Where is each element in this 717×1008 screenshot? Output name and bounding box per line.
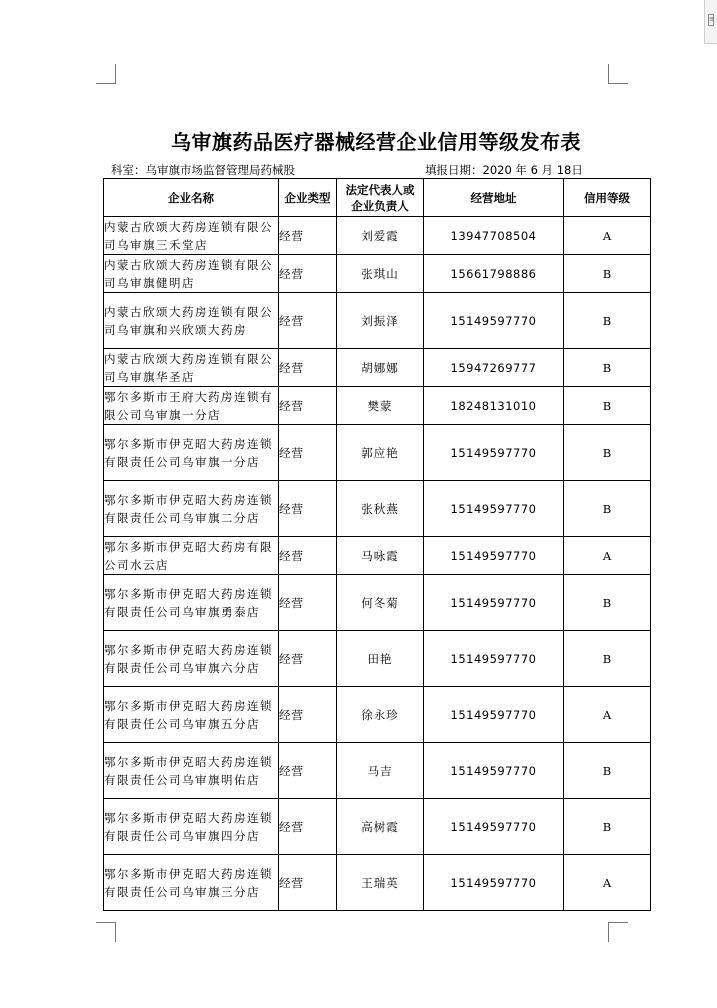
enterprise-type-cell: 经营 [279, 425, 337, 481]
enterprise-type-cell: 经营 [279, 631, 337, 687]
credit-grade-cell: A [564, 855, 651, 911]
department-label: 科室：乌审旗市场监督管理局药械股 [111, 163, 295, 177]
legal-rep-cell: 徐永珍 [337, 687, 424, 743]
enterprise-type-cell: 经营 [279, 387, 337, 425]
enterprise-type-cell: 经营 [279, 799, 337, 855]
credit-grade-cell: B [564, 743, 651, 799]
header-enterprise-name: 企业名称 [104, 179, 279, 217]
address-cell: 15947269777 [424, 349, 564, 387]
enterprise-name-cell: 鄂尔多斯市伊克昭大药房连锁有限责任公司乌审旗四分店 [104, 799, 279, 855]
enterprise-name-cell: 鄂尔多斯市伊克昭大药房连锁有限责任公司乌审旗勇泰店 [104, 575, 279, 631]
enterprise-type-cell: 经营 [279, 293, 337, 349]
credit-grade-cell: B [564, 387, 651, 425]
address-cell: 15149597770 [424, 293, 564, 349]
credit-grade-cell: A [564, 537, 651, 575]
table-row [104, 387, 651, 425]
table-row [104, 255, 651, 293]
legal-rep-cell: 樊蒙 [337, 387, 424, 425]
legal-rep-cell: 郭应艳 [337, 425, 424, 481]
crop-mark-bottom-left [96, 922, 116, 942]
enterprise-name-cell: 鄂尔多斯市王府大药房连锁有限公司乌审旗一分店 [104, 387, 279, 425]
enterprise-name-cell: 鄂尔多斯市伊克昭大药房有限公司水云店 [104, 537, 279, 575]
enterprise-type-cell: 经营 [279, 537, 337, 575]
header-legal-rep: 法定代表人或企业负责人 [337, 179, 424, 217]
credit-rating-table [103, 178, 651, 911]
table-row [104, 293, 651, 349]
table-row [104, 575, 651, 631]
enterprise-name-cell: 内蒙古欣颂大药房连锁有限公司乌审旗和兴欣颂大药房 [104, 293, 279, 349]
table-row [104, 537, 651, 575]
enterprise-name-cell: 鄂尔多斯市伊克昭大药房连锁有限责任公司乌审旗二分店 [104, 481, 279, 537]
legal-rep-cell: 刘振泽 [337, 293, 424, 349]
credit-grade-cell: B [564, 799, 651, 855]
header-credit-grade: 信用等级 [564, 179, 651, 217]
legal-rep-cell: 何冬菊 [337, 575, 424, 631]
credit-grade-cell: B [564, 575, 651, 631]
table-row [104, 481, 651, 537]
table-row [104, 855, 651, 911]
address-cell: 15149597770 [424, 799, 564, 855]
legal-rep-cell: 田艳 [337, 631, 424, 687]
legal-rep-cell: 刘爱霞 [337, 217, 424, 255]
address-cell: 15149597770 [424, 575, 564, 631]
address-cell: 15149597770 [424, 855, 564, 911]
address-cell: 15149597770 [424, 481, 564, 537]
table-row [104, 799, 651, 855]
fill-date-label: 填报日期：2020 年 6 月 18日 [425, 163, 583, 177]
enterprise-name-cell: 鄂尔多斯市伊克昭大药房连锁有限责任公司乌审旗六分店 [104, 631, 279, 687]
credit-grade-cell: B [564, 255, 651, 293]
credit-grade-cell: A [564, 687, 651, 743]
address-cell: 13947708504 [424, 217, 564, 255]
header-address: 经营地址 [424, 179, 564, 217]
enterprise-type-cell: 经营 [279, 743, 337, 799]
enterprise-type-cell: 经营 [279, 481, 337, 537]
table-header-row [104, 179, 651, 217]
crop-mark-top-left [96, 64, 116, 84]
table-row [104, 217, 651, 255]
legal-rep-cell: 高树霞 [337, 799, 424, 855]
enterprise-type-cell: 经营 [279, 349, 337, 387]
enterprise-name-cell: 内蒙古欣颂大药房连锁有限公司乌审旗健明店 [104, 255, 279, 293]
legal-rep-cell: 胡娜娜 [337, 349, 424, 387]
address-cell: 15149597770 [424, 537, 564, 575]
table-row [104, 631, 651, 687]
address-cell: 15149597770 [424, 631, 564, 687]
crop-mark-top-right [608, 64, 628, 84]
crop-mark-bottom-right [608, 922, 628, 942]
credit-grade-cell: A [564, 217, 651, 255]
document-title: 乌审旗药品医疗器械经营企业信用等级发布表 [171, 130, 581, 154]
enterprise-name-cell: 鄂尔多斯市伊克昭大药房连锁有限责任公司乌审旗五分店 [104, 687, 279, 743]
legal-rep-cell: 张琪山 [337, 255, 424, 293]
credit-grade-cell: B [564, 425, 651, 481]
legal-rep-cell: 马咏霞 [337, 537, 424, 575]
enterprise-name-cell: 内蒙古欣颂大药房连锁有限公司乌审旗华圣店 [104, 349, 279, 387]
enterprise-type-cell: 经营 [279, 575, 337, 631]
address-cell: 18248131010 [424, 387, 564, 425]
address-cell: 15149597770 [424, 743, 564, 799]
credit-grade-cell: B [564, 349, 651, 387]
legal-rep-cell: 王瑞英 [337, 855, 424, 911]
address-cell: 15149597770 [424, 425, 564, 481]
legal-rep-cell: 马吉 [337, 743, 424, 799]
ruler-toggle-button[interactable] [704, 0, 717, 44]
legal-rep-cell: 张秋燕 [337, 481, 424, 537]
enterprise-type-cell: 经营 [279, 855, 337, 911]
ruler-icon: ≡ [708, 14, 714, 26]
enterprise-type-cell: 经营 [279, 255, 337, 293]
table-row [104, 687, 651, 743]
table-row [104, 349, 651, 387]
enterprise-name-cell: 内蒙古欣颂大药房连锁有限公司乌审旗三禾堂店 [104, 217, 279, 255]
enterprise-name-cell: 鄂尔多斯市伊克昭大药房连锁有限责任公司乌审旗一分店 [104, 425, 279, 481]
header-enterprise-type: 企业类型 [279, 179, 337, 217]
table-row [104, 743, 651, 799]
credit-grade-cell: B [564, 481, 651, 537]
enterprise-name-cell: 鄂尔多斯市伊克昭大药房连锁有限责任公司乌审旗三分店 [104, 855, 279, 911]
address-cell: 15149597770 [424, 687, 564, 743]
credit-grade-cell: B [564, 293, 651, 349]
enterprise-name-cell: 鄂尔多斯市伊克昭大药房连锁有限责任公司乌审旗明佑店 [104, 743, 279, 799]
credit-grade-cell: B [564, 631, 651, 687]
table-row [104, 425, 651, 481]
enterprise-type-cell: 经营 [279, 217, 337, 255]
enterprise-type-cell: 经营 [279, 687, 337, 743]
address-cell: 15661798886 [424, 255, 564, 293]
